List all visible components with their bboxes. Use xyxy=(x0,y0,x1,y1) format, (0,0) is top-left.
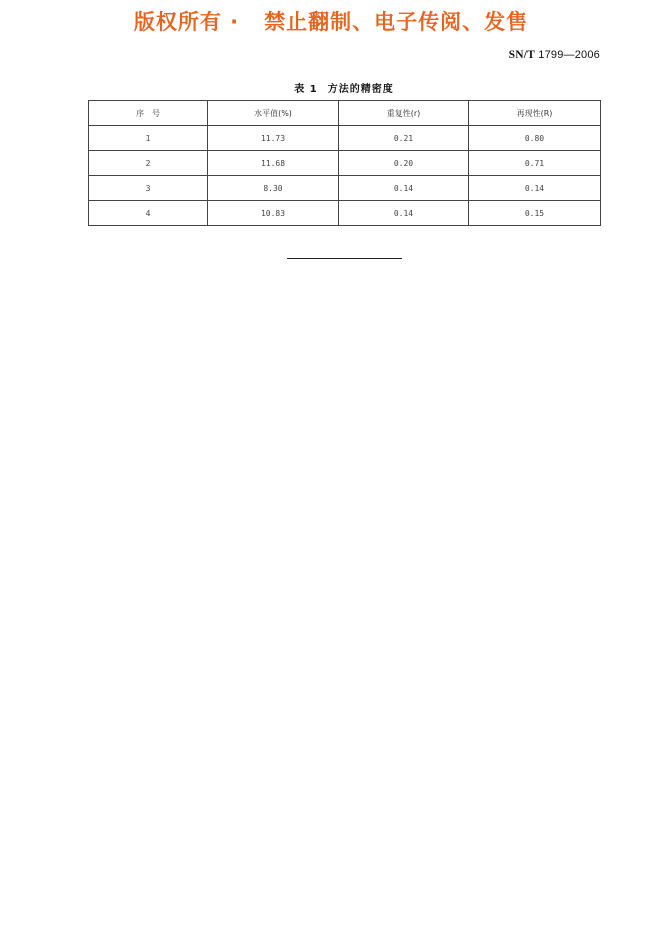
cell-level-value: 11.73 xyxy=(208,126,339,151)
table-caption-number: 表 1 xyxy=(294,84,318,95)
cell-repeatability: 0.14 xyxy=(339,201,469,226)
end-of-document-rule xyxy=(287,258,402,259)
cell-repeatability: 0.14 xyxy=(339,176,469,201)
cell-serial-number: 4 xyxy=(89,201,208,226)
table-row xyxy=(89,201,601,226)
precision-table xyxy=(88,100,601,226)
cell-serial-number: 1 xyxy=(89,126,208,151)
cell-repeatability: 0.21 xyxy=(339,126,469,151)
cell-level-value: 10.83 xyxy=(208,201,339,226)
table-caption-title: 方法的精密度 xyxy=(327,84,394,95)
cell-reproducibility: 0.14 xyxy=(469,176,601,201)
header-level-value: 水平值(%) xyxy=(208,101,339,126)
cell-reproducibility: 0.71 xyxy=(469,151,601,176)
cell-serial-number: 2 xyxy=(89,151,208,176)
copyright-watermark: 版权所有 · 禁止翻制、电子传阅、发售 xyxy=(133,10,529,34)
table-row xyxy=(89,176,601,201)
header-reproducibility: 再现性(R) xyxy=(469,101,601,126)
header-serial-number: 序 号 xyxy=(89,101,208,126)
standard-code-number: 1799—2006 xyxy=(538,49,600,61)
standard-code xyxy=(509,49,600,61)
header-repeatability: 重复性(r) xyxy=(339,101,469,126)
cell-serial-number: 3 xyxy=(89,176,208,201)
cell-reproducibility: 0.15 xyxy=(469,201,601,226)
cell-level-value: 11.68 xyxy=(208,151,339,176)
table-caption xyxy=(0,80,662,95)
table-row xyxy=(89,126,601,151)
table-row xyxy=(89,151,601,176)
cell-reproducibility: 0.80 xyxy=(469,126,601,151)
cell-repeatability: 0.20 xyxy=(339,151,469,176)
table-header-row xyxy=(89,101,601,126)
cell-level-value: 8.30 xyxy=(208,176,339,201)
standard-code-prefix: SN/T xyxy=(508,49,535,61)
